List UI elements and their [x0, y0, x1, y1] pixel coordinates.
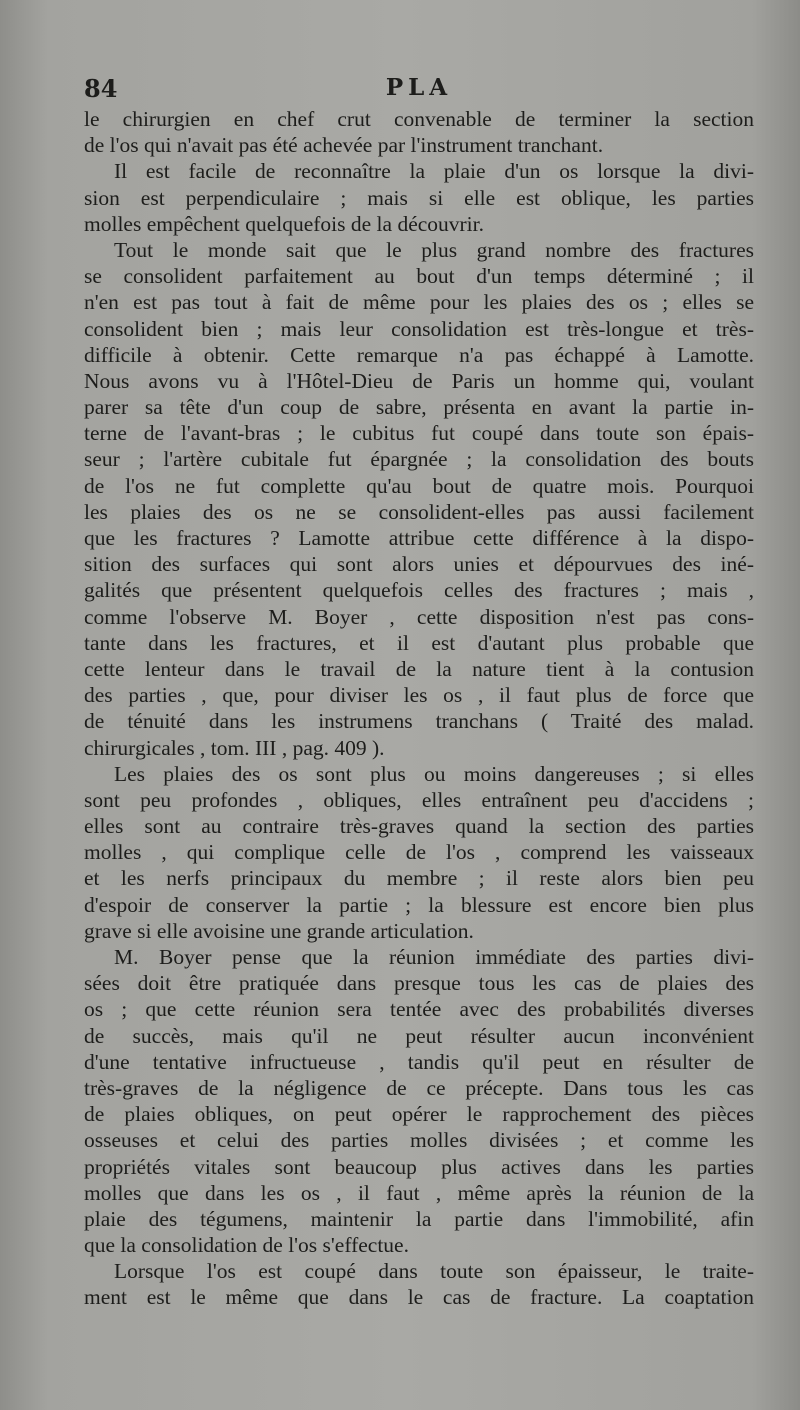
- text-line: os ; que cette réunion sera tentée avec des probabilités diverses: [84, 997, 754, 1022]
- text-line: molles que dans les os , il faut , même après la réunion de la: [84, 1180, 754, 1205]
- text-line: de l'os ne fut complette qu'au bout de quatre mois. Pourquoi: [84, 473, 754, 498]
- text-line: de succès, mais qu'il ne peut résulter aucun inconvénient: [84, 1023, 754, 1048]
- text-line: seur ; l'artère cubitale fut épargnée ; la consolidation des bouts: [84, 447, 754, 472]
- text-line: de plaies obliques, on peut opérer le rapprochement des pièces: [84, 1102, 754, 1127]
- text-line: que les fractures ? Lamotte attribue cette différence à la dispo-: [84, 526, 754, 550]
- text-line: chirurgicales , tom. III , pag. 409 ).: [84, 735, 385, 760]
- text-line: terne de l'avant-bras ; le cubitus fut coupé dans toute son épais-: [84, 421, 754, 446]
- text-line: molles empêchent quelquefois de la découvrir.: [84, 211, 485, 236]
- text-line: d'espoir de conserver la partie ; la blessure est encore bien plus: [84, 892, 754, 917]
- page-header: [84, 74, 754, 104]
- text-line: de ténuité dans les instrumens tranchans ( Traité des malad.: [84, 709, 754, 734]
- text-line: cette lenteur dans le travail de la nature tient à la contusion: [84, 656, 754, 681]
- text-line: et les nerfs principaux du membre ; il reste alors bien peu: [84, 866, 754, 891]
- body-text: [84, 106, 754, 1311]
- text-line: molles , qui complique celle de l'os , comprend les vaisseaux: [84, 840, 754, 865]
- text-line: les plaies des os ne se consolident-elles pas aussi facilement: [84, 499, 754, 524]
- text-line: d'une tentative infructueuse , tandis qu'il peut en résulter de: [84, 1049, 754, 1074]
- text-line: comme l'observe M. Boyer , cette disposition n'est pas cons-: [84, 604, 754, 629]
- text-line: Tout le monde sait que le plus grand nombre des fractures: [114, 237, 754, 262]
- text-line: n'en est pas tout à fait de même pour les plaies des os ; elles se: [84, 290, 754, 315]
- text-line: très-graves de la négligence de ce précepte. Dans tous les cas: [84, 1075, 754, 1100]
- text-line: Il est facile de reconnaître la plaie d'un os lorsque la divi-: [114, 159, 754, 184]
- text-line: sition des surfaces qui sont alors unies et dépourvues des iné-: [84, 552, 754, 577]
- text-line: de l'os qui n'avait pas été achevée par l'instrument tranchant.: [84, 133, 604, 158]
- text-line: plaie des tégumens, maintenir la partie dans l'immobilité, afin: [84, 1206, 754, 1231]
- text-line: elles sont au contraire très-graves quand la section des parties: [84, 814, 754, 839]
- running-head: PLA: [385, 74, 453, 101]
- text-line: consolident bien ; mais leur consolidation est très-longue et très-: [84, 316, 754, 341]
- text-line: Nous avons vu à l'Hôtel-Dieu de Paris un homme qui, voulant: [84, 368, 754, 393]
- text-line: se consolident parfaitement au bout d'un temps déterminé ; il: [84, 264, 754, 289]
- text-line: des parties , que, pour diviser les os , il faut plus de force que: [84, 683, 754, 708]
- text-line: Les plaies des os sont plus ou moins dangereuses ; si elles: [114, 761, 754, 786]
- text-line: galités que présentent quelquefois celles des fractures ; mais ,: [84, 578, 754, 603]
- text-line: sion est perpendiculaire ; mais si elle est oblique, les parties: [84, 185, 754, 210]
- text-line: tante dans les fractures, et il est d'autant plus probable que: [84, 630, 754, 655]
- text-line: osseuses et celui des parties molles divisées ; et comme les: [84, 1128, 754, 1153]
- text-line: sont peu profondes , obliques, elles entraînent peu d'accidens ;: [84, 787, 754, 812]
- text-line: Lorsque l'os est coupé dans toute son épaisseur, le traite-: [114, 1259, 754, 1284]
- text-line: grave si elle avoisine une grande articulation.: [84, 918, 474, 943]
- text-line: difficile à obtenir. Cette remarque n'a pas échappé à Lamotte.: [84, 342, 754, 367]
- text-line: sées doit être pratiquée dans presque tous les cas de plaies des: [84, 971, 754, 996]
- text-line: parer sa tête d'un coup de sabre, présenta en avant la partie in-: [84, 395, 754, 420]
- page-number: 84: [84, 74, 118, 103]
- text-line: M. Boyer pense que la réunion immédiate des parties divi-: [114, 945, 754, 969]
- text-line: propriétés vitales sont beaucoup plus actives dans les parties: [84, 1154, 754, 1179]
- text-line: que la consolidation de l'os s'effectue.: [84, 1233, 409, 1258]
- text-line: ment est le même que dans le cas de fracture. La coaptation: [84, 1285, 754, 1310]
- text-line: le chirurgien en chef crut convenable de terminer la section: [84, 107, 754, 131]
